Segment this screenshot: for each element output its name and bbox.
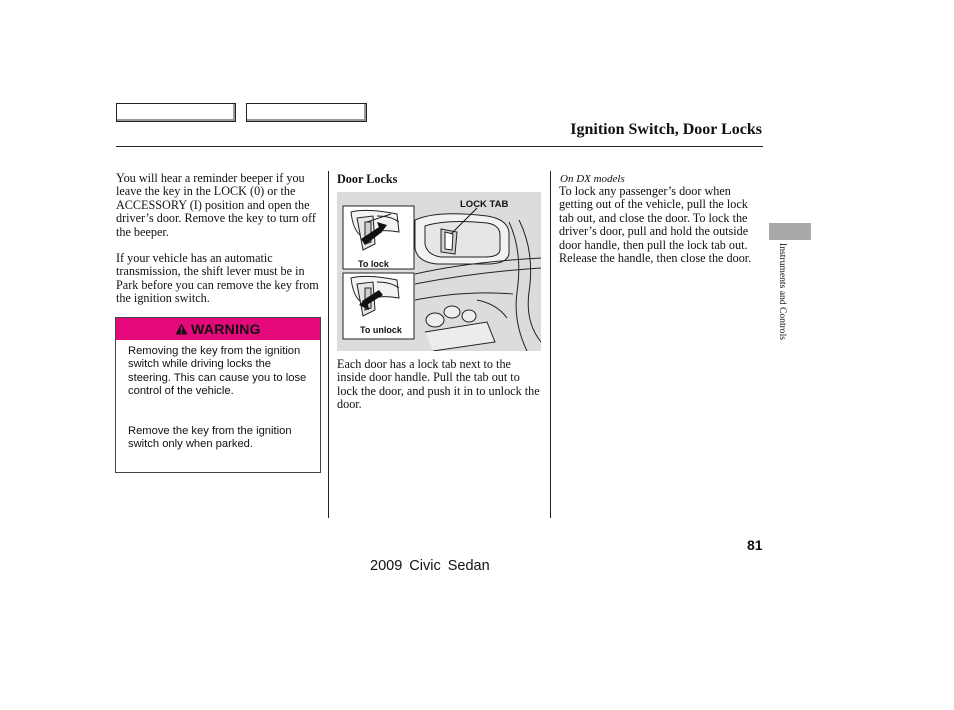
- nav-button-previous[interactable]: [116, 103, 236, 122]
- door-panel-drawing: [337, 192, 541, 351]
- page-number: 81: [747, 537, 763, 553]
- warning-box: [115, 317, 321, 473]
- automatic-transmission-paragraph: If your vehicle has an automatic transmission, the shift lever must be in Park before you can remove the key from the ignition switch.: [116, 251, 319, 306]
- nav-button-contents[interactable]: [246, 103, 367, 122]
- section-tab-label: Instruments and Controls: [777, 243, 788, 340]
- warning-paragraph: Removing the key from the ignition switch while driving locks the steering. This can cause you to lose control of the vehicle.: [128, 345, 307, 397]
- to-unlock-caption: To unlock: [360, 325, 402, 335]
- lock-tab-callout: LOCK TAB: [460, 199, 509, 210]
- warning-triangle-icon: [175, 323, 188, 335]
- footer-model-name: 2009 Civic Sedan: [370, 558, 490, 574]
- reminder-beeper-paragraph: You will hear a reminder beeper if you leave the key in the LOCK (0) or the ACCESSORY (I) position and open the driver’s door. Remove the key to turn off the beeper.: [116, 171, 316, 239]
- door-locks-heading: Door Locks: [337, 172, 398, 186]
- passenger-door-paragraph: To lock any passenger’s door when getting out of the vehicle, pull the lock tab out, and close the door. To lock the driver’s door, pull and hold the outside door handle, then pull the lock tab out. Release the handle, then close the door.: [559, 184, 752, 266]
- title-divider: [116, 146, 763, 147]
- warning-header: [116, 318, 320, 340]
- lock-tab-paragraph: Each door has a lock tab next to the inside door handle. Pull the tab out to lock the door, and push it in to unlock the door.: [337, 357, 540, 412]
- to-lock-caption: To lock: [358, 259, 389, 269]
- door-lock-illustration: [337, 192, 541, 351]
- warning-paragraph: Remove the key from the ignition switch only when parked.: [128, 425, 292, 451]
- column-divider-right: [550, 171, 551, 518]
- page-title: Ignition Switch, Door Locks: [570, 121, 762, 138]
- dx-models-note: On DX models: [560, 173, 625, 185]
- warning-title: WARNING: [191, 321, 261, 337]
- section-tab[interactable]: [769, 223, 811, 240]
- column-divider-left: [328, 171, 329, 518]
